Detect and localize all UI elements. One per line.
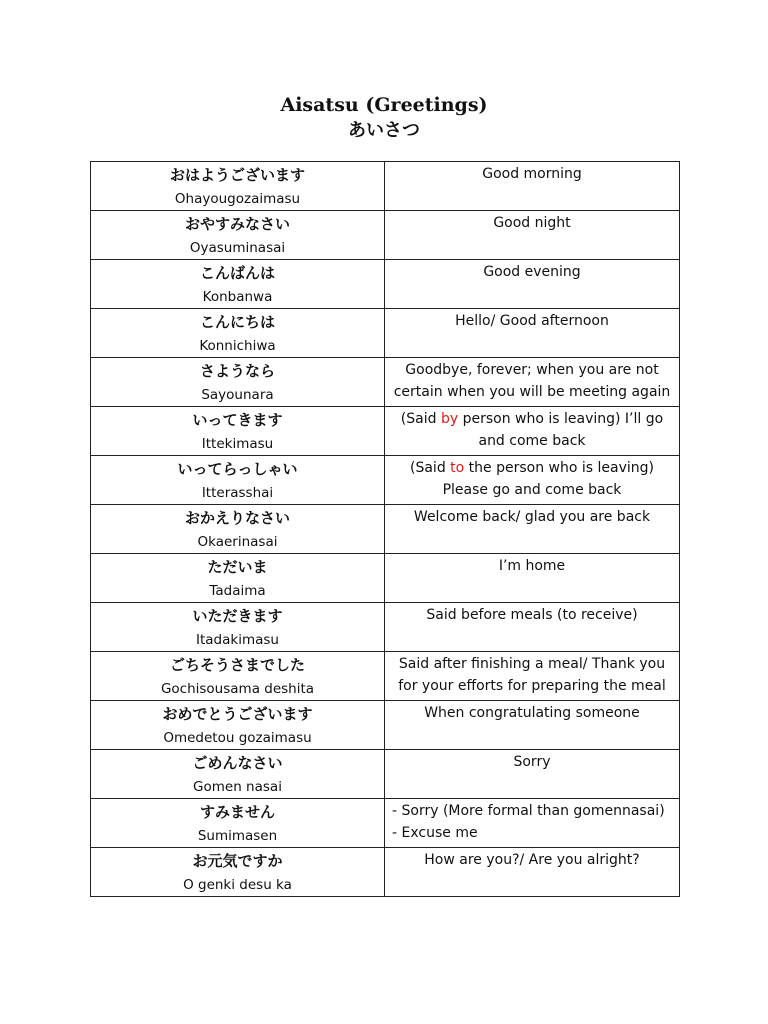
japanese-phrase: いただきます <box>192 607 283 625</box>
meaning-cell <box>385 799 680 848</box>
romaji-phrase: Omedetou gozaimasu <box>163 730 312 746</box>
table-row <box>91 554 680 603</box>
japanese-cell <box>91 750 385 799</box>
meaning-text: I’m home <box>498 558 566 574</box>
table-row <box>91 309 680 358</box>
meaning-line-2: - Excuse me <box>392 825 478 841</box>
meaning-line-1: Said after finishing a meal/ Thank you <box>398 656 666 672</box>
table-row <box>91 358 680 407</box>
table-row <box>91 211 680 260</box>
meaning-text <box>385 800 679 844</box>
romaji-phrase: Itterasshai <box>201 485 274 501</box>
table-row <box>91 750 680 799</box>
japanese-cell <box>91 799 385 848</box>
table-row <box>91 799 680 848</box>
japanese-cell <box>91 407 385 456</box>
meaning-text: How are you?/ Are you alright? <box>424 852 640 868</box>
meaning-prefix: (Said <box>410 460 451 476</box>
romaji-phrase: O genki desu ka <box>183 877 292 893</box>
table-row <box>91 260 680 309</box>
romaji-phrase: Gochisousama deshita <box>160 681 315 697</box>
romaji-phrase: Konnichiwa <box>199 338 276 354</box>
meaning-text: Said before meals (to receive) <box>426 607 638 623</box>
table-row <box>91 701 680 750</box>
meaning-text <box>385 457 679 501</box>
table-row <box>91 456 680 505</box>
meaning-text: When congratulating someone <box>424 705 640 721</box>
japanese-phrase: こんにちは <box>199 313 275 331</box>
meaning-cell <box>385 162 680 211</box>
japanese-phrase: いってらっしゃい <box>177 460 298 478</box>
japanese-cell <box>91 701 385 750</box>
meaning-text: Welcome back/ glad you are back <box>413 509 651 525</box>
title-japanese: あいさつ <box>348 120 420 141</box>
meaning-cell <box>385 505 680 554</box>
meaning-cell <box>385 848 680 897</box>
meaning-text: Hello/ Good afternoon <box>455 313 609 329</box>
japanese-cell <box>91 603 385 652</box>
meaning-text <box>385 359 679 403</box>
document-title <box>0 92 768 144</box>
title-english: Aisatsu (Greetings) <box>280 94 488 116</box>
japanese-phrase: お元気ですか <box>192 852 283 870</box>
romaji-phrase: Oyasuminasai <box>189 240 286 256</box>
meaning-line-1: - Sorry (More formal than gomennasai) <box>392 803 665 819</box>
meaning-cell <box>385 652 680 701</box>
meaning-text: Good evening <box>483 264 581 280</box>
japanese-cell <box>91 211 385 260</box>
romaji-phrase: Itadakimasu <box>196 632 279 648</box>
japanese-cell <box>91 652 385 701</box>
meaning-cell <box>385 309 680 358</box>
romaji-phrase: Ohayougozaimasu <box>174 191 301 207</box>
japanese-cell <box>91 309 385 358</box>
japanese-phrase: おめでとうございます <box>162 705 313 723</box>
meaning-cell <box>385 701 680 750</box>
romaji-phrase: Sayounara <box>201 387 274 403</box>
romaji-phrase: Sumimasen <box>197 828 278 844</box>
table-row <box>91 603 680 652</box>
meaning-line-2: Please go and come back <box>442 482 622 498</box>
meaning-highlight: to <box>450 460 465 476</box>
meaning-cell <box>385 603 680 652</box>
table-row <box>91 505 680 554</box>
meaning-cell <box>385 554 680 603</box>
japanese-cell <box>91 358 385 407</box>
japanese-cell <box>91 554 385 603</box>
meaning-suffix: person who is leaving) I’ll go <box>458 411 664 427</box>
japanese-phrase: こんばんは <box>199 264 275 282</box>
meaning-prefix: (Said <box>400 411 441 427</box>
japanese-phrase: ごちそうさまでした <box>169 656 305 674</box>
meaning-suffix: the person who is leaving) <box>464 460 654 476</box>
japanese-phrase: ただいま <box>207 558 268 576</box>
meaning-cell <box>385 211 680 260</box>
meaning-line-2: certain when you will be meeting again <box>393 384 671 400</box>
meaning-highlight: by <box>440 411 459 427</box>
greetings-table <box>90 161 680 897</box>
meaning-line-1: Goodbye, forever; when you are not <box>405 362 659 378</box>
japanese-phrase: おやすみなさい <box>184 215 290 233</box>
meaning-cell <box>385 456 680 505</box>
japanese-cell <box>91 162 385 211</box>
japanese-cell <box>91 505 385 554</box>
meaning-text <box>385 653 679 697</box>
meaning-line-2: for your efforts for preparing the meal <box>398 678 666 694</box>
romaji-phrase: Gomen nasai <box>193 779 282 795</box>
romaji-phrase: Tadaima <box>209 583 266 599</box>
japanese-phrase: おはようございます <box>169 166 305 184</box>
japanese-cell <box>91 848 385 897</box>
japanese-phrase: さようなら <box>199 362 275 380</box>
meaning-text <box>385 408 679 452</box>
romaji-phrase: Okaerinasai <box>197 534 278 550</box>
meaning-line-2: and come back <box>478 433 586 449</box>
meaning-cell <box>385 260 680 309</box>
japanese-cell <box>91 456 385 505</box>
table-row <box>91 407 680 456</box>
meaning-cell <box>385 750 680 799</box>
japanese-phrase: いってきます <box>192 411 283 429</box>
japanese-phrase: ごめんなさい <box>192 754 283 772</box>
romaji-phrase: Konbanwa <box>202 289 273 305</box>
table-row <box>91 848 680 897</box>
romaji-phrase: Ittekimasu <box>201 436 274 452</box>
meaning-cell <box>385 358 680 407</box>
meaning-text: Good morning <box>482 166 582 182</box>
japanese-cell <box>91 260 385 309</box>
meaning-cell <box>385 407 680 456</box>
japanese-phrase: おかえりなさい <box>184 509 290 527</box>
meaning-text: Sorry <box>513 754 551 770</box>
japanese-phrase: すみません <box>199 803 275 821</box>
table-row <box>91 652 680 701</box>
table-row <box>91 162 680 211</box>
meaning-text: Good night <box>493 215 571 231</box>
